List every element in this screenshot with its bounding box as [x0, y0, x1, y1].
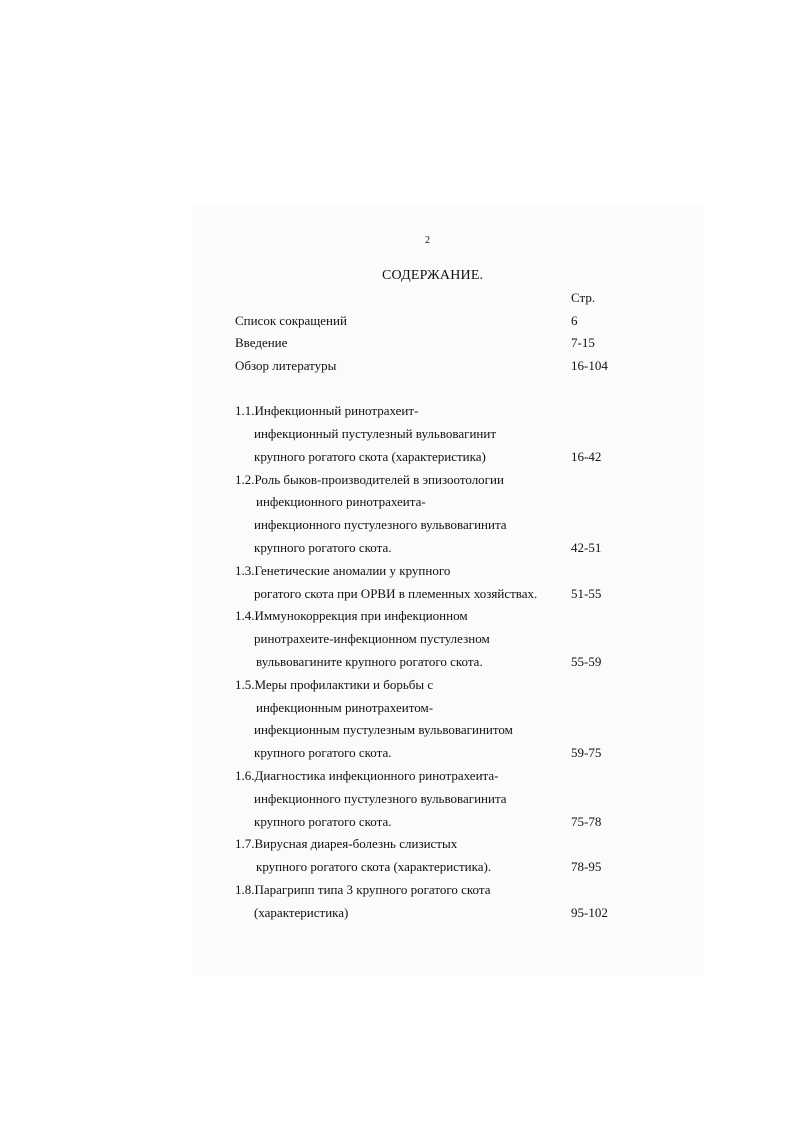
toc-line-text: инфекционного ринотрахеита-: [256, 494, 426, 509]
toc-line-text: 1.5.Меры профилактики и борьбы с: [235, 677, 434, 692]
toc-line-text: инфекционным пустулезным вульвовагинитом: [254, 722, 513, 737]
toc-line-text: 1.8.Парагрипп типа 3 крупного рогатого скота: [235, 882, 491, 897]
toc-line-text: инфекционного пустулезного вульвовагинита: [254, 791, 507, 806]
toc-line-page: 51-55: [571, 586, 602, 601]
toc-line-page: 7-15: [571, 335, 595, 350]
toc-line-text: 1.7.Вирусная диарея-болезнь слизистых: [235, 836, 458, 851]
toc-line-page: 42-51: [571, 540, 602, 555]
toc-line-text: Список сокращений: [235, 313, 347, 328]
toc-line-page: 95-102: [571, 905, 608, 920]
toc-line-page: 59-75: [571, 745, 602, 760]
toc-line-text: 1.2.Роль быков-производителей в эпизоотологии: [235, 472, 504, 487]
toc-line-text: инфекционного пустулезного вульвовагинита: [254, 517, 507, 532]
toc-line-text: (характеристика): [254, 905, 349, 920]
toc-line-text: ринотрахеите-инфекционном пустулезном: [254, 631, 490, 646]
page-title: СОДЕРЖАНИЕ.: [382, 268, 484, 283]
toc-line-text: 1.3.Генетические аномалии у крупного: [235, 563, 451, 578]
toc-line-page: 16-104: [571, 358, 608, 373]
toc-line-text: крупного рогатого скота.: [254, 540, 392, 555]
page-number: 2: [425, 235, 430, 246]
toc-line-page: 75-78: [571, 814, 602, 829]
toc-line-page: 16-42: [571, 449, 602, 464]
toc-line-text: крупного рогатого скота (характеристика): [254, 449, 486, 464]
toc-line-text: инфекционным ринотрахеитом-: [256, 700, 434, 715]
toc-line-text: рогатого скота при ОРВИ в племенных хозяйствах.: [254, 586, 538, 601]
page-column-header: Стр.: [571, 290, 596, 305]
toc-line-text: крупного рогатого скота.: [254, 814, 392, 829]
toc-line-page: 78-95: [571, 859, 602, 874]
toc-line-text: крупного рогатого скота (характеристика).: [256, 859, 492, 874]
toc-line-text: Обзор литературы: [235, 358, 337, 373]
toc-line-text: вульвовагините крупного рогатого скота.: [256, 654, 483, 669]
toc-line-text: крупного рогатого скота.: [254, 745, 392, 760]
toc-line-text: 1.4.Иммунокоррекция при инфекционном: [235, 608, 468, 623]
toc-line-page: 55-59: [571, 654, 602, 669]
toc-line-text: 1.6.Диагностика инфекционного ринотрахеита-: [235, 768, 499, 783]
toc-line-text: Введение: [235, 335, 288, 350]
toc-line-text: инфекционный пустулезный вульвовагинит: [254, 426, 497, 441]
toc-line-page: 6: [571, 313, 578, 328]
toc-line-text: 1.1.Инфекционный ринотрахеит-: [235, 403, 419, 418]
